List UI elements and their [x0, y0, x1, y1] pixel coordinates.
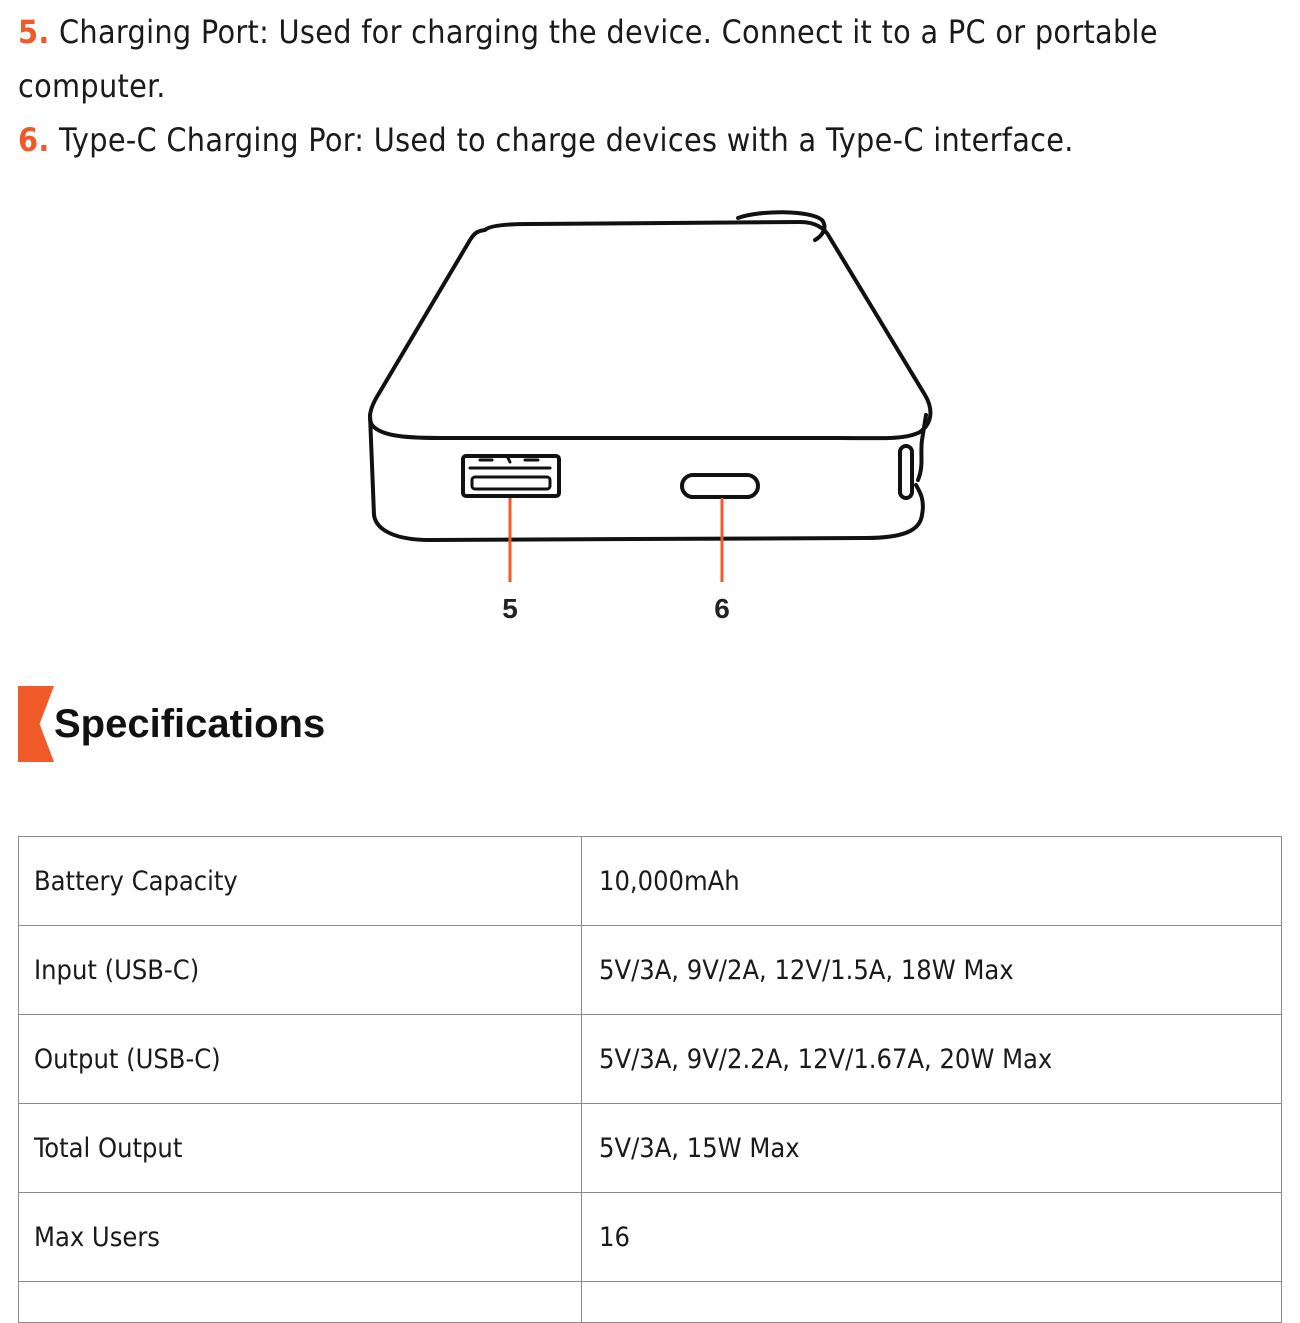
table-row [19, 1104, 1282, 1193]
section-title: Specifications [54, 701, 326, 746]
spec-value: 10,000mAh [582, 837, 1282, 926]
specifications-heading [18, 686, 325, 762]
spec-value: 16 [582, 1193, 1282, 1282]
usb-c-port [682, 475, 758, 497]
spec-label: Total Output [19, 1104, 582, 1193]
callout-label-6: 6 [714, 593, 730, 624]
power-bank-illustration [360, 200, 940, 630]
heading-flag-icon [18, 686, 54, 762]
table-row-cut-off [19, 1282, 1282, 1323]
table-row [19, 1015, 1282, 1104]
spec-label: Input (USB-C) [19, 926, 582, 1015]
callout-label-5: 5 [502, 593, 518, 624]
spec-value: 5V/3A, 15W Max [582, 1104, 1282, 1193]
table-row [19, 1193, 1282, 1282]
spec-value: 5V/3A, 9V/2A, 12V/1.5A, 18W Max [582, 926, 1282, 1015]
description-item-6 [18, 113, 1293, 167]
item-number: 6. [18, 121, 50, 159]
spec-label: Output (USB-C) [19, 1015, 582, 1104]
item-text: Charging Port: Used for charging the device. Connect it to a PC or portable computer. [18, 13, 1158, 105]
description-item-5 [18, 5, 1293, 113]
device-top [370, 222, 930, 438]
side-button [900, 446, 912, 498]
device-side [370, 415, 926, 540]
item-number: 5. [18, 13, 50, 51]
specifications-table [18, 836, 1282, 1323]
item-text: Type-C Charging Por: Used to charge devices with a Type-C interface. [49, 121, 1074, 159]
lanyard-loop [738, 212, 824, 240]
table-row [19, 926, 1282, 1015]
table-row [19, 837, 1282, 926]
spec-value: 5V/3A, 9V/2.2A, 12V/1.67A, 20W Max [582, 1015, 1282, 1104]
spec-label: Battery Capacity [19, 837, 582, 926]
spec-label: Max Users [19, 1193, 582, 1282]
